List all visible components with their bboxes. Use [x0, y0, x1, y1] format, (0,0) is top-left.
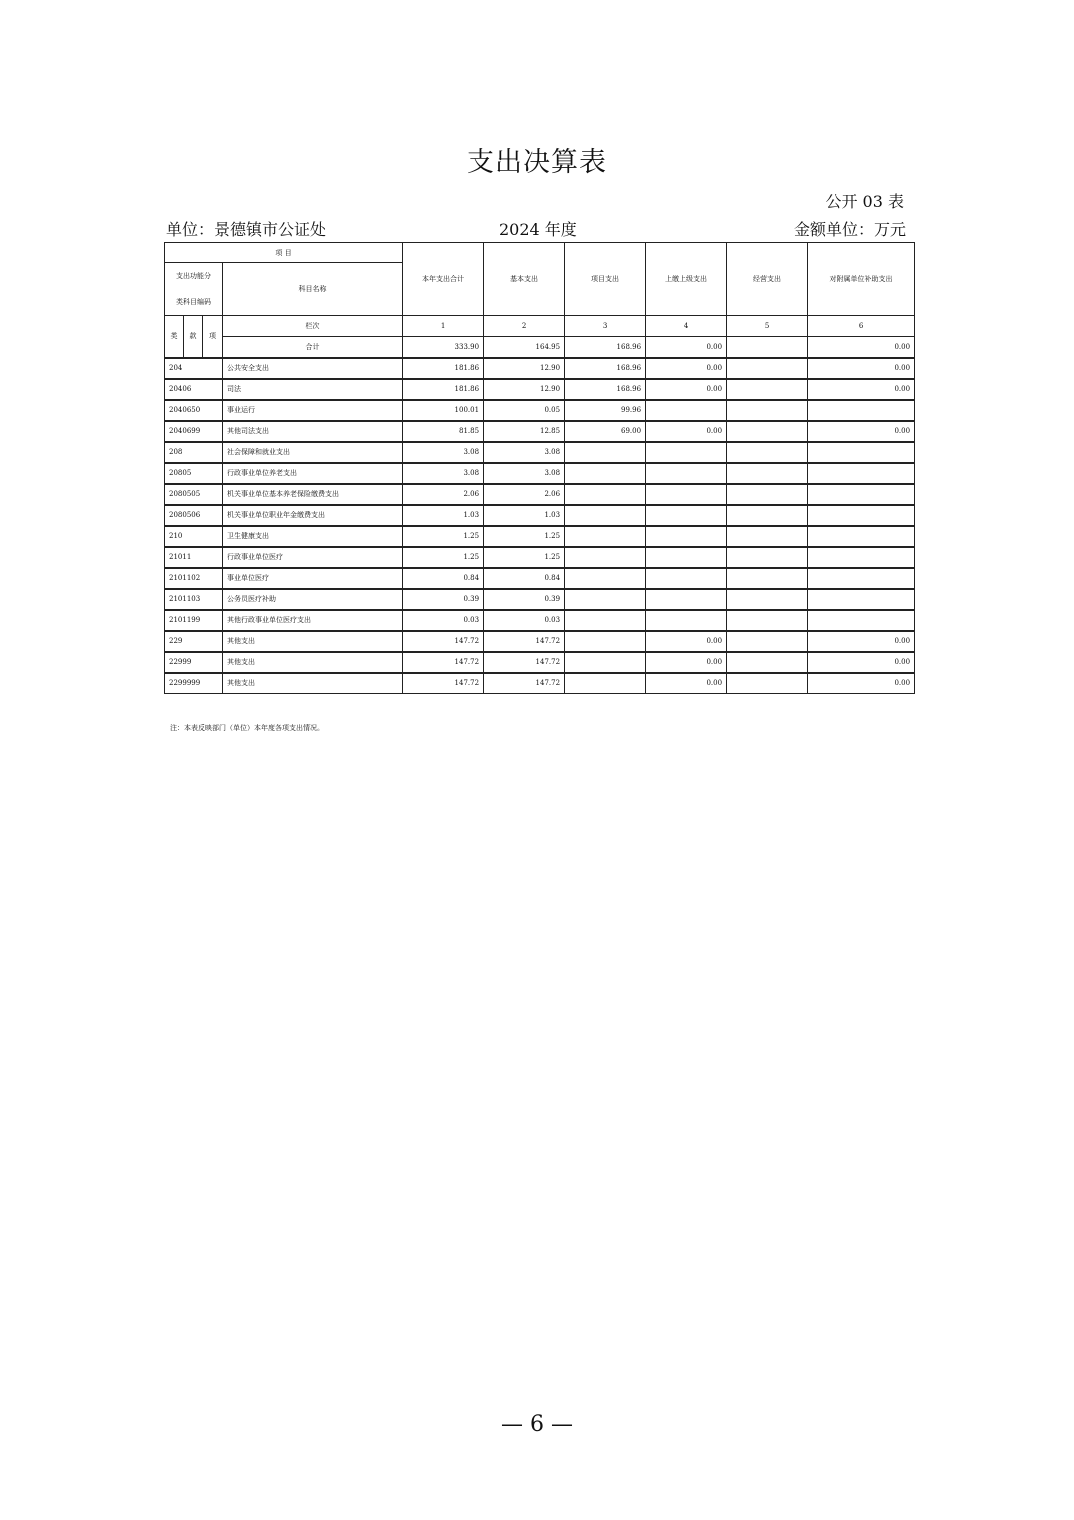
- header-func-code-line2: 类科目编码: [176, 298, 211, 306]
- row-value: [646, 547, 727, 568]
- row-code: 2101103: [165, 589, 223, 610]
- table-row: [165, 652, 915, 673]
- page-number: — 6 —: [501, 1412, 573, 1437]
- row-code: 21011: [165, 547, 223, 568]
- row-value: 69.00: [565, 421, 646, 442]
- row-subject-name: 其他支出: [223, 631, 403, 652]
- row-value: [565, 568, 646, 589]
- row-code: 20406: [165, 379, 223, 400]
- table-row: [165, 484, 915, 505]
- row-code: 2299999: [165, 673, 223, 694]
- row-value: [727, 547, 808, 568]
- page-title: 支出决算表: [467, 147, 607, 178]
- row-value: [808, 442, 915, 463]
- row-value: 168.96: [565, 358, 646, 379]
- row-value: [808, 568, 915, 589]
- row-value: [808, 484, 915, 505]
- table-row: [165, 379, 915, 400]
- table-row: [165, 610, 915, 631]
- row-value: [727, 610, 808, 631]
- amount-unit-label: 金额单位：万元: [793, 220, 906, 239]
- row-value: 3.08: [484, 442, 565, 463]
- row-value: [808, 610, 915, 631]
- row-code: 204: [165, 358, 223, 379]
- row-code: 2101199: [165, 610, 223, 631]
- header-col-project: 项目支出: [565, 243, 646, 316]
- row-value: [808, 400, 915, 421]
- total-label: 合计: [223, 337, 403, 358]
- row-value: 0.00: [808, 379, 915, 400]
- row-value: 0.00: [808, 652, 915, 673]
- header-xiang: 项: [203, 316, 223, 358]
- row-value: 147.72: [403, 673, 484, 694]
- row-subject-name: 其他行政事业单位医疗支出: [223, 610, 403, 631]
- row-value: [727, 589, 808, 610]
- row-value: 0.05: [484, 400, 565, 421]
- row-value: [808, 547, 915, 568]
- row-subject-name: 公务员医疗补助: [223, 589, 403, 610]
- row-value: 0.84: [484, 568, 565, 589]
- row-value: [565, 652, 646, 673]
- table-note: 注：本表反映部门（单位）本年度各项支出情况。: [170, 724, 324, 732]
- header-subject-name: 科目名称: [223, 263, 403, 316]
- col-num-5: 5: [727, 316, 808, 337]
- table-row: [165, 526, 915, 547]
- row-value: 1.25: [484, 526, 565, 547]
- row-value: 100.01: [403, 400, 484, 421]
- row-subject-name: 公共安全支出: [223, 358, 403, 379]
- row-value: [727, 421, 808, 442]
- row-value: [565, 505, 646, 526]
- row-value: [646, 589, 727, 610]
- row-value: 3.08: [484, 463, 565, 484]
- row-value: [646, 484, 727, 505]
- row-value: 0.03: [484, 610, 565, 631]
- row-value: 0.00: [808, 421, 915, 442]
- table-row: [165, 463, 915, 484]
- row-value: 0.84: [403, 568, 484, 589]
- expenditure-table: [164, 242, 915, 694]
- row-subject-name: 机关事业单位职业年金缴费支出: [223, 505, 403, 526]
- row-value: [646, 526, 727, 547]
- row-value: [646, 568, 727, 589]
- row-value: [727, 505, 808, 526]
- header-lanci: 栏次: [223, 316, 403, 337]
- row-code: 20805: [165, 463, 223, 484]
- row-value: [565, 673, 646, 694]
- row-value: 0.00: [646, 421, 727, 442]
- unit-label: 单位：景德镇市公证处: [166, 220, 327, 239]
- row-subject-name: 行政事业单位医疗: [223, 547, 403, 568]
- row-code: 208: [165, 442, 223, 463]
- row-value: [565, 526, 646, 547]
- row-value: [727, 358, 808, 379]
- header-func-code: [165, 263, 223, 316]
- row-value: 2.06: [484, 484, 565, 505]
- row-value: 12.85: [484, 421, 565, 442]
- row-value: [646, 442, 727, 463]
- table-row: [165, 568, 915, 589]
- row-value: 12.90: [484, 379, 565, 400]
- col-num-2: 2: [484, 316, 565, 337]
- col-num-6: 6: [808, 316, 915, 337]
- row-value: [727, 463, 808, 484]
- row-value: 0.00: [646, 652, 727, 673]
- header-col-basic: 基本支出: [484, 243, 565, 316]
- row-value: [727, 400, 808, 421]
- row-value: [565, 610, 646, 631]
- row-value: 1.25: [484, 547, 565, 568]
- row-value: 181.86: [403, 358, 484, 379]
- row-value: [727, 673, 808, 694]
- row-value: [808, 463, 915, 484]
- table-row: [165, 673, 915, 694]
- row-value: [565, 463, 646, 484]
- row-subject-name: 社会保障和就业支出: [223, 442, 403, 463]
- row-value: 1.25: [403, 526, 484, 547]
- total-value: 0.00: [646, 337, 727, 358]
- header-func-code-line1: 支出功能分: [176, 272, 211, 280]
- row-code: 2080505: [165, 484, 223, 505]
- table-row: [165, 631, 915, 652]
- row-code: 2101102: [165, 568, 223, 589]
- meta-line: [166, 217, 906, 241]
- row-value: [565, 484, 646, 505]
- row-code: 2040699: [165, 421, 223, 442]
- row-value: 147.72: [403, 652, 484, 673]
- row-value: 147.72: [403, 631, 484, 652]
- row-value: 0.03: [403, 610, 484, 631]
- row-value: 2.06: [403, 484, 484, 505]
- row-subject-name: 卫生健康支出: [223, 526, 403, 547]
- row-value: 0.00: [646, 631, 727, 652]
- row-code: 2080506: [165, 505, 223, 526]
- row-value: [727, 379, 808, 400]
- row-value: [646, 610, 727, 631]
- row-value: 0.00: [646, 673, 727, 694]
- col-num-3: 3: [565, 316, 646, 337]
- row-value: 81.85: [403, 421, 484, 442]
- table-row: [165, 547, 915, 568]
- year-label: 2024 年度: [499, 220, 577, 239]
- table-row: [165, 358, 915, 379]
- row-value: [646, 400, 727, 421]
- row-value: 0.00: [808, 631, 915, 652]
- row-subject-name: 事业运行: [223, 400, 403, 421]
- row-value: [727, 568, 808, 589]
- row-value: 1.03: [403, 505, 484, 526]
- row-value: 99.96: [565, 400, 646, 421]
- row-value: 0.00: [808, 673, 915, 694]
- row-value: [727, 631, 808, 652]
- table-row: [165, 505, 915, 526]
- row-value: 1.03: [484, 505, 565, 526]
- row-value: 147.72: [484, 631, 565, 652]
- total-value: 333.90: [403, 337, 484, 358]
- row-value: 147.72: [484, 673, 565, 694]
- row-value: [727, 526, 808, 547]
- row-value: 147.72: [484, 652, 565, 673]
- row-value: 12.90: [484, 358, 565, 379]
- row-value: 0.39: [403, 589, 484, 610]
- table-row: [165, 400, 915, 421]
- row-value: [808, 589, 915, 610]
- row-value: 3.08: [403, 442, 484, 463]
- row-code: 210: [165, 526, 223, 547]
- table-row: [165, 442, 915, 463]
- row-value: 168.96: [565, 379, 646, 400]
- row-subject-name: 其他司法支出: [223, 421, 403, 442]
- col-num-1: 1: [403, 316, 484, 337]
- row-value: 0.00: [646, 379, 727, 400]
- header-kuan: 款: [184, 316, 203, 358]
- row-subject-name: 行政事业单位养老支出: [223, 463, 403, 484]
- row-subject-name: 司法: [223, 379, 403, 400]
- row-subject-name: 机关事业单位基本养老保险缴费支出: [223, 484, 403, 505]
- total-value: [727, 337, 808, 358]
- header-col-remit: 上缴上级支出: [646, 243, 727, 316]
- header-col-subsidy: 对附属单位补助支出: [808, 243, 915, 316]
- table-row: [165, 421, 915, 442]
- header-project: 项 目: [165, 243, 403, 263]
- row-value: [727, 442, 808, 463]
- form-number: 公开 03 表: [825, 192, 904, 211]
- row-value: [646, 505, 727, 526]
- header-col-operating: 经营支出: [727, 243, 808, 316]
- row-value: 0.39: [484, 589, 565, 610]
- row-code: 229: [165, 631, 223, 652]
- table-row: [165, 589, 915, 610]
- row-subject-name: 其他支出: [223, 652, 403, 673]
- header-lei: 类: [165, 316, 184, 358]
- total-value: 168.96: [565, 337, 646, 358]
- row-value: 0.00: [808, 358, 915, 379]
- row-value: 181.86: [403, 379, 484, 400]
- row-value: [565, 589, 646, 610]
- row-value: [646, 463, 727, 484]
- row-value: [565, 442, 646, 463]
- row-subject-name: 其他支出: [223, 673, 403, 694]
- row-value: 0.00: [646, 358, 727, 379]
- row-subject-name: 事业单位医疗: [223, 568, 403, 589]
- row-value: [727, 484, 808, 505]
- row-code: 2040650: [165, 400, 223, 421]
- total-value: 164.95: [484, 337, 565, 358]
- row-value: [727, 652, 808, 673]
- row-value: 3.08: [403, 463, 484, 484]
- row-value: [565, 547, 646, 568]
- row-value: [808, 505, 915, 526]
- col-num-4: 4: [646, 316, 727, 337]
- header-col-total: 本年支出合计: [403, 243, 484, 316]
- row-code: 22999: [165, 652, 223, 673]
- row-value: 1.25: [403, 547, 484, 568]
- row-value: [565, 631, 646, 652]
- row-value: [808, 526, 915, 547]
- total-value: 0.00: [808, 337, 915, 358]
